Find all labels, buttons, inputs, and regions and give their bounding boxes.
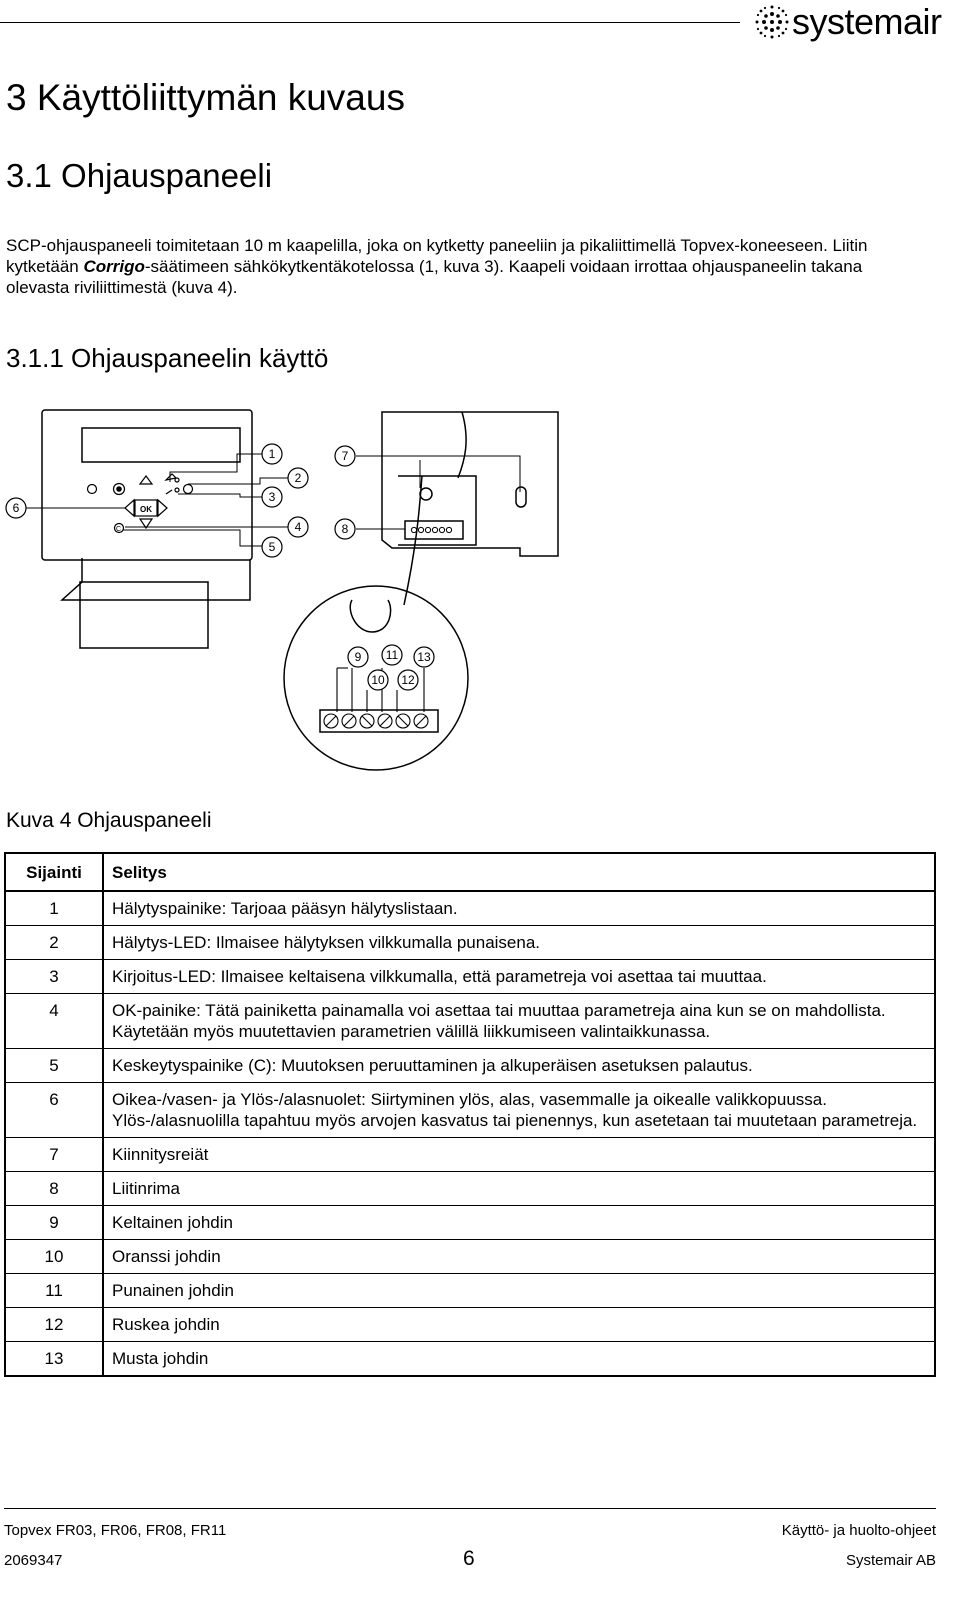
cell-description: Ruskea johdin: [103, 1308, 935, 1342]
cell-position: 3: [5, 960, 103, 994]
table-row: [5, 1342, 935, 1377]
table-row: [5, 1274, 935, 1308]
cell-position: 4: [5, 994, 103, 1049]
callout-12: 12: [401, 673, 415, 687]
footer-product: Topvex FR03, FR06, FR08, FR11: [4, 1522, 227, 1539]
cell-position: 12: [5, 1308, 103, 1342]
callout-3: 3: [268, 490, 276, 504]
cell-position: 2: [5, 926, 103, 960]
position-table: [4, 852, 936, 1377]
control-panel-figure: [0, 400, 960, 780]
page-number: 6: [463, 1547, 475, 1570]
logo-mark-icon: [752, 2, 792, 42]
front-panel: [42, 410, 252, 648]
cell-description: Musta johdin: [103, 1342, 935, 1377]
callout-2: 2: [294, 471, 302, 485]
table-header-row: [5, 853, 935, 891]
cell-description: Hälytys-LED: Ilmaisee hälytyksen vilkkumalla punaisena.: [103, 926, 935, 960]
cell-description: Oikea-/vasen- ja Ylös-/alasnuolet: Siirtyminen ylös, alas, vasemmalle ja oikealle valikkopuussa. Ylös-/alasnuolilla tapahtuu myös arvojen kasvatus tai pienennys, kun asetetaan tai muutetaan parametreja.: [103, 1083, 935, 1138]
intro-text-1: SCP-ohjauspaneeli toimitetaan 10 m kaapelilla, joka on kytketty paneeliin ja pikaliittimellä Topvex-koneeseen. Liitin kytketään: [6, 236, 868, 276]
callout-11: 11: [385, 648, 399, 662]
intro-bold-term: Corrigo: [83, 257, 145, 276]
callout-5: 5: [268, 540, 276, 554]
table-row: [5, 891, 935, 926]
page-title: 3 Käyttöliittymän kuvaus: [6, 77, 405, 118]
table-row: [5, 994, 935, 1049]
back-panel: [382, 412, 558, 605]
footer-company: Systemair AB: [845, 1552, 936, 1569]
callout-4: 4: [294, 520, 302, 534]
table-row: [5, 1083, 935, 1138]
callout-1: 1: [268, 447, 276, 461]
cell-position: 6: [5, 1083, 103, 1138]
cell-position: 5: [5, 1049, 103, 1083]
subsection-title: 3.1.1 Ohjauspaneelin käyttö: [6, 343, 329, 373]
cell-position: 11: [5, 1274, 103, 1308]
table-row: [5, 926, 935, 960]
table-row: [5, 1172, 935, 1206]
callout-9: 9: [354, 650, 362, 664]
cell-position: 13: [5, 1342, 103, 1377]
intro-text-2: -säätimeen sähkökytkentäkotelossa (1, kuva 3). Kaapeli voidaan irrottaa ohjauspaneelin takana olevasta riviliittimestä (kuva 4).: [6, 257, 863, 297]
cell-position: 10: [5, 1240, 103, 1274]
callout-7: 7: [341, 449, 349, 463]
control-panel-diagram: [0, 400, 960, 780]
cell-description: Punainen johdin: [103, 1274, 935, 1308]
table-row: [5, 960, 935, 994]
cell-position: 7: [5, 1138, 103, 1172]
ok-label: OK: [140, 505, 152, 514]
cell-description: Liitinrima: [103, 1172, 935, 1206]
table-row: [5, 1138, 935, 1172]
cell-position: 9: [5, 1206, 103, 1240]
cell-description: OK-painike: Tätä painiketta painamalla voi asettaa tai muuttaa parametreja aina kun se on mahdollista. Käytetään myös muutettavien parametrien välillä liikkumiseen valintaikkunassa.: [103, 994, 935, 1049]
table-row: [5, 1206, 935, 1240]
c-label: C: [116, 526, 122, 533]
figure-caption: Kuva 4 Ohjauspaneeli: [6, 809, 212, 832]
table-row: [5, 1308, 935, 1342]
header-description: Selitys: [103, 853, 935, 891]
cell-description: Keskeytyspainike (C): Muutoksen peruuttaminen ja alkuperäisen asetuksen palautus.: [103, 1049, 935, 1083]
callout-6: 6: [12, 501, 20, 515]
footer-manual-type: Käyttö- ja huolto-ohjeet: [781, 1522, 936, 1539]
callout-13: 13: [417, 650, 431, 664]
cell-position: 8: [5, 1172, 103, 1206]
cell-description: Kiinnitysreiät: [103, 1138, 935, 1172]
cell-description: Hälytyspainike: Tarjoaa pääsyn hälytyslistaan.: [112, 899, 458, 918]
brand-name: systemair: [792, 1, 942, 42]
cell-description: Kirjoitus-LED: Ilmaisee keltaisena vilkkumalla, että parametreja voi asettaa tai muuttaa.: [103, 960, 935, 994]
cell-description: Oranssi johdin: [103, 1240, 935, 1274]
table-row: [5, 1049, 935, 1083]
cell-position: 1: [5, 891, 103, 926]
footer-doc-number: 2069347: [4, 1552, 63, 1569]
callout-10: 10: [371, 673, 385, 687]
section-title: 3.1 Ohjauspaneeli: [6, 157, 273, 194]
footer-rule: [4, 1508, 936, 1509]
callout-8: 8: [341, 522, 349, 536]
intro-paragraph: [6, 235, 906, 298]
header-position: Sijainti: [5, 853, 103, 891]
cell-description: Keltainen johdin: [103, 1206, 935, 1240]
header-rule: [0, 22, 740, 23]
table-row: [5, 1240, 935, 1274]
